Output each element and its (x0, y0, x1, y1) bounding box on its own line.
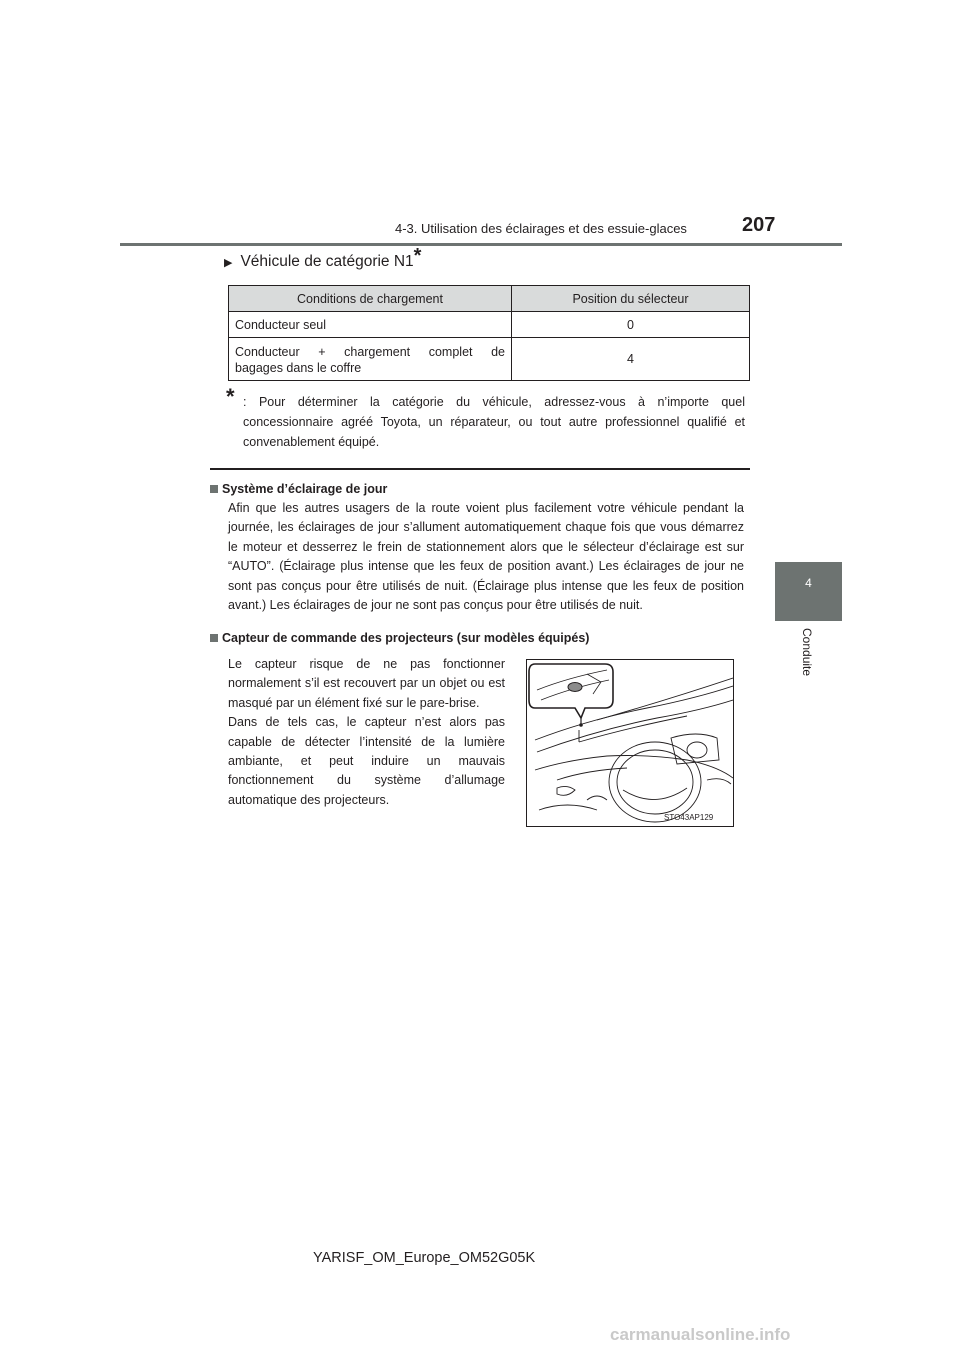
section-title (210, 482, 387, 496)
table-cell-condition-line: Conducteur + chargement complet de (235, 345, 505, 359)
square-bullet-icon (210, 485, 218, 493)
document-id: YARISF_OM_Europe_OM52G05K (313, 1250, 536, 1266)
chapter-tab (775, 562, 842, 621)
table-cell-condition-line: bagages dans le coffre (235, 361, 362, 375)
section-header: 4-3. Utilisation des éclairages et des essuie-glaces (395, 221, 687, 236)
illustration-code: STO43AP129 (664, 813, 714, 822)
header-divider (120, 243, 842, 246)
page-number: 207 (742, 214, 776, 236)
section-body (228, 655, 505, 810)
table-cell-position: 0 (512, 312, 750, 338)
chapter-tab-label: Conduite (800, 628, 814, 677)
footnote-marker: * (226, 384, 235, 409)
table-row (229, 312, 750, 338)
footnote-text: : Pour déterminer la catégorie du véhicule, adressez-vous à n’importe quel concessionnaire agréé Toyota, un réparateur, ou tout autre professionnel qualifié et convenablement équipé. (243, 395, 745, 449)
dashboard-sensor-illustration (526, 659, 734, 827)
square-bullet-icon (210, 634, 218, 642)
section-paragraph: Le capteur risque de ne pas fonctionner normalement s’il est recouvert par un objet ou est masqué par un élément fixé sur le pare-brise. (228, 657, 505, 710)
watermark-link[interactable]: carmanualsonline.info (610, 1325, 791, 1344)
section-title (210, 631, 589, 645)
chapter-tab-number: 4 (805, 576, 812, 590)
table-cell-condition (229, 338, 512, 381)
dashboard-drawing (527, 660, 733, 826)
section-paragraph: Dans de tels cas, le capteur n’est alors pas capable de détecter l’intensité de la lumière ambiante, et peut induire un mauvais fonctionnement du système d’allumage automatique des projecteurs. (228, 715, 505, 807)
section-title-text: Système d’éclairage de jour (222, 482, 388, 496)
table-row (229, 338, 750, 381)
vehicle-category-heading (224, 244, 422, 271)
section-title-text: Capteur de commande des projecteurs (sur modèles équipés) (222, 631, 590, 645)
section-body: Afin que les autres usagers de la route voient plus facilement votre véhicule pendant la journée, les éclairages de jour s’allument automatiquement chaque fois que vous démarrez le moteur et desserrez le frein de stationnement alors que le sélecteur d’éclairage est sur “AUTO”. (Éclairage plus intense que les feux de position avant.) Les éclairages de jour ne sont pas conçus pour être utilisés de nuit. (Éclairage plus intense que les feux de position avant.) Les éclairages de jour ne sont pas conçus pour être utilisés de nuit. (228, 501, 744, 613)
table-cell-condition: Conducteur seul (229, 312, 512, 338)
table-header-conditions: Conditions de chargement (229, 286, 512, 312)
asterisk-marker: * (413, 244, 422, 267)
table-header-position: Position du sélecteur (512, 286, 750, 312)
table-header-row (229, 286, 750, 312)
section-divider (210, 468, 750, 470)
load-conditions-table (228, 285, 750, 381)
triangle-bullet-icon: ▶ (224, 257, 233, 269)
table-cell-position: 4 (512, 338, 750, 381)
vehicle-category-text: Véhicule de catégorie N1 (240, 253, 414, 270)
